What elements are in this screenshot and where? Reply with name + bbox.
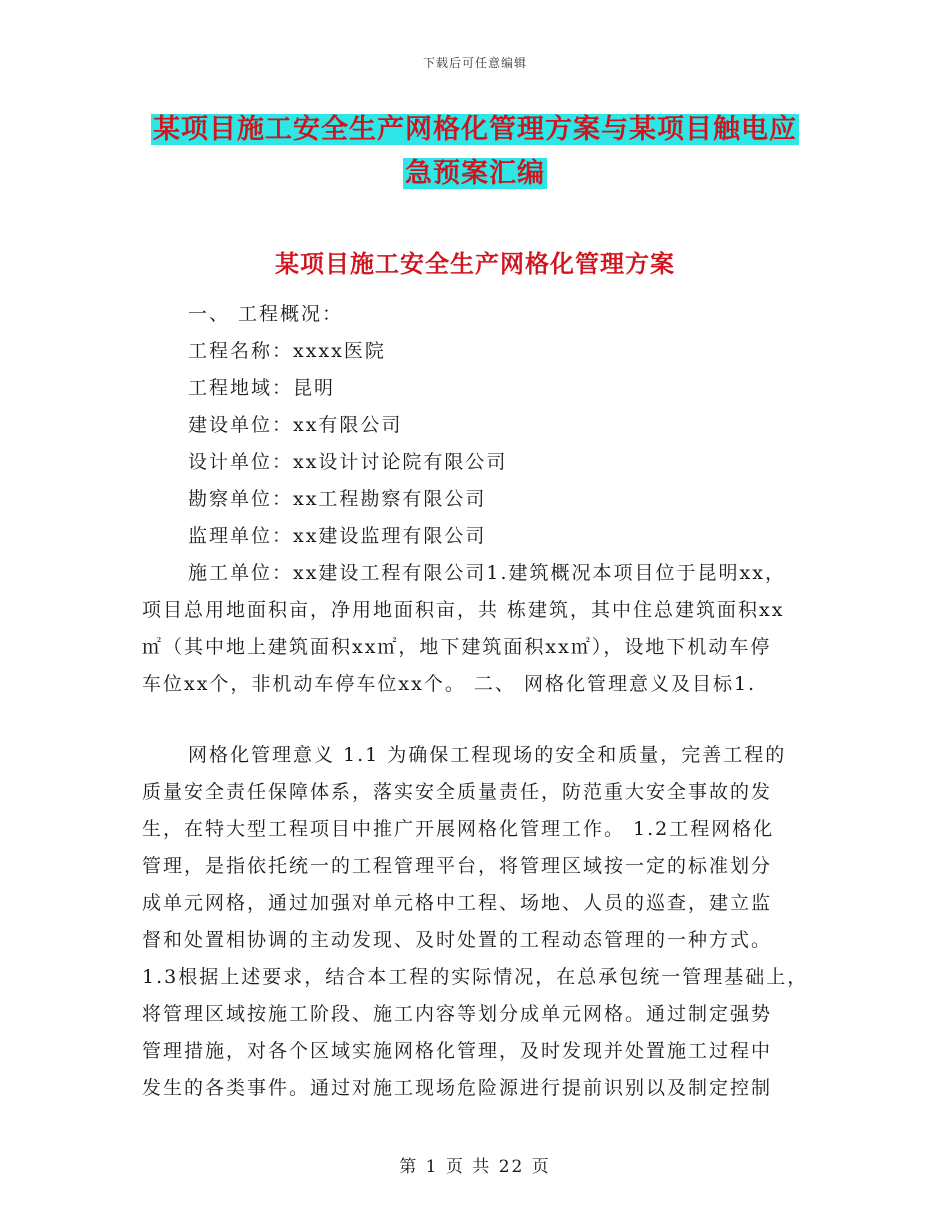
main-title-line-1 [0,108,950,152]
main-title-text-1: 某项目施工安全生产网格化管理方案与某项目触电应 [153,114,797,145]
paragraph-line: 质量安全责任保障体系，落实安全质量责任，防范重大安全事故的发 [142,781,773,803]
header-note: 下载后可任意编辑 [422,56,527,70]
paragraph-line: 1.3根据上述要求，结合本工程的实际情况，在总承包统一管理基础上， [142,966,809,988]
info-item: 工程名称：xxxx医院 [188,340,386,362]
paragraph-building-overview [142,555,832,703]
project-info-list [188,296,507,555]
page-footer: 第 1 页 共 22 页 [399,1157,551,1177]
paragraph-line: 发生的各类事件。通过对施工现场危险源进行提前识别以及制定控制 [142,1077,773,1099]
info-item: 工程地域：昆明 [188,377,336,399]
info-item: 勘察单位：xx工程勘察有限公司 [188,488,487,510]
paragraph-line: 车位xx个，非机动车停车位xx个。 二、 网格化管理意义及目标1. [142,673,757,695]
main-title-line-2 [0,152,950,196]
paragraph-line: ㎡（其中地上建筑面积xx㎡，地下建筑面积xx㎡），设地下机动车停 [142,636,772,658]
info-item: 设计单位：xx设计讨论院有限公司 [188,451,508,473]
paragraph-line: 管理措施，对各个区域实施网格化管理，及时发现并处置施工过程中 [142,1040,773,1062]
info-item: 建设单位：xx有限公司 [188,414,403,436]
section-title: 某项目施工安全生产网格化管理方案 [275,249,675,278]
paragraph-line: 项目总用地面积亩，净用地面积亩，共 栋建筑，其中住总建筑面积xx [142,599,785,621]
info-item: 监理单位：xx建设监理有限公司 [188,525,487,547]
paragraph-line: 施工单位：xx建设工程有限公司1.建筑概况本项目位于昆明xx， [188,562,786,584]
paragraph-line: 督和处置相协调的主动发现、及时处置的工程动态管理的一种方式。 [142,929,773,951]
paragraph-line: 将管理区域按施工阶段、施工内容等划分成单元网格。通过制定强势 [142,1003,773,1025]
paragraph-line: 成单元网格，通过加强对单元格中工程、场地、人员的巡查，建立监 [142,892,773,914]
paragraph-line: 管理，是指依托统一的工程管理平台，将管理区域按一定的标准划分 [142,855,773,877]
main-title-text-2: 急预案汇编 [405,158,545,189]
paragraph-line: 生，在特大型工程项目中推广开展网格化管理工作。 1.2工程网格化 [142,818,775,840]
paragraph-line: 网格化管理意义 1.1 为确保工程现场的安全和质量，完善工程的 [188,744,787,766]
info-item: 一、 工程概况： [188,303,344,325]
paragraph-grid-management [142,737,832,1107]
